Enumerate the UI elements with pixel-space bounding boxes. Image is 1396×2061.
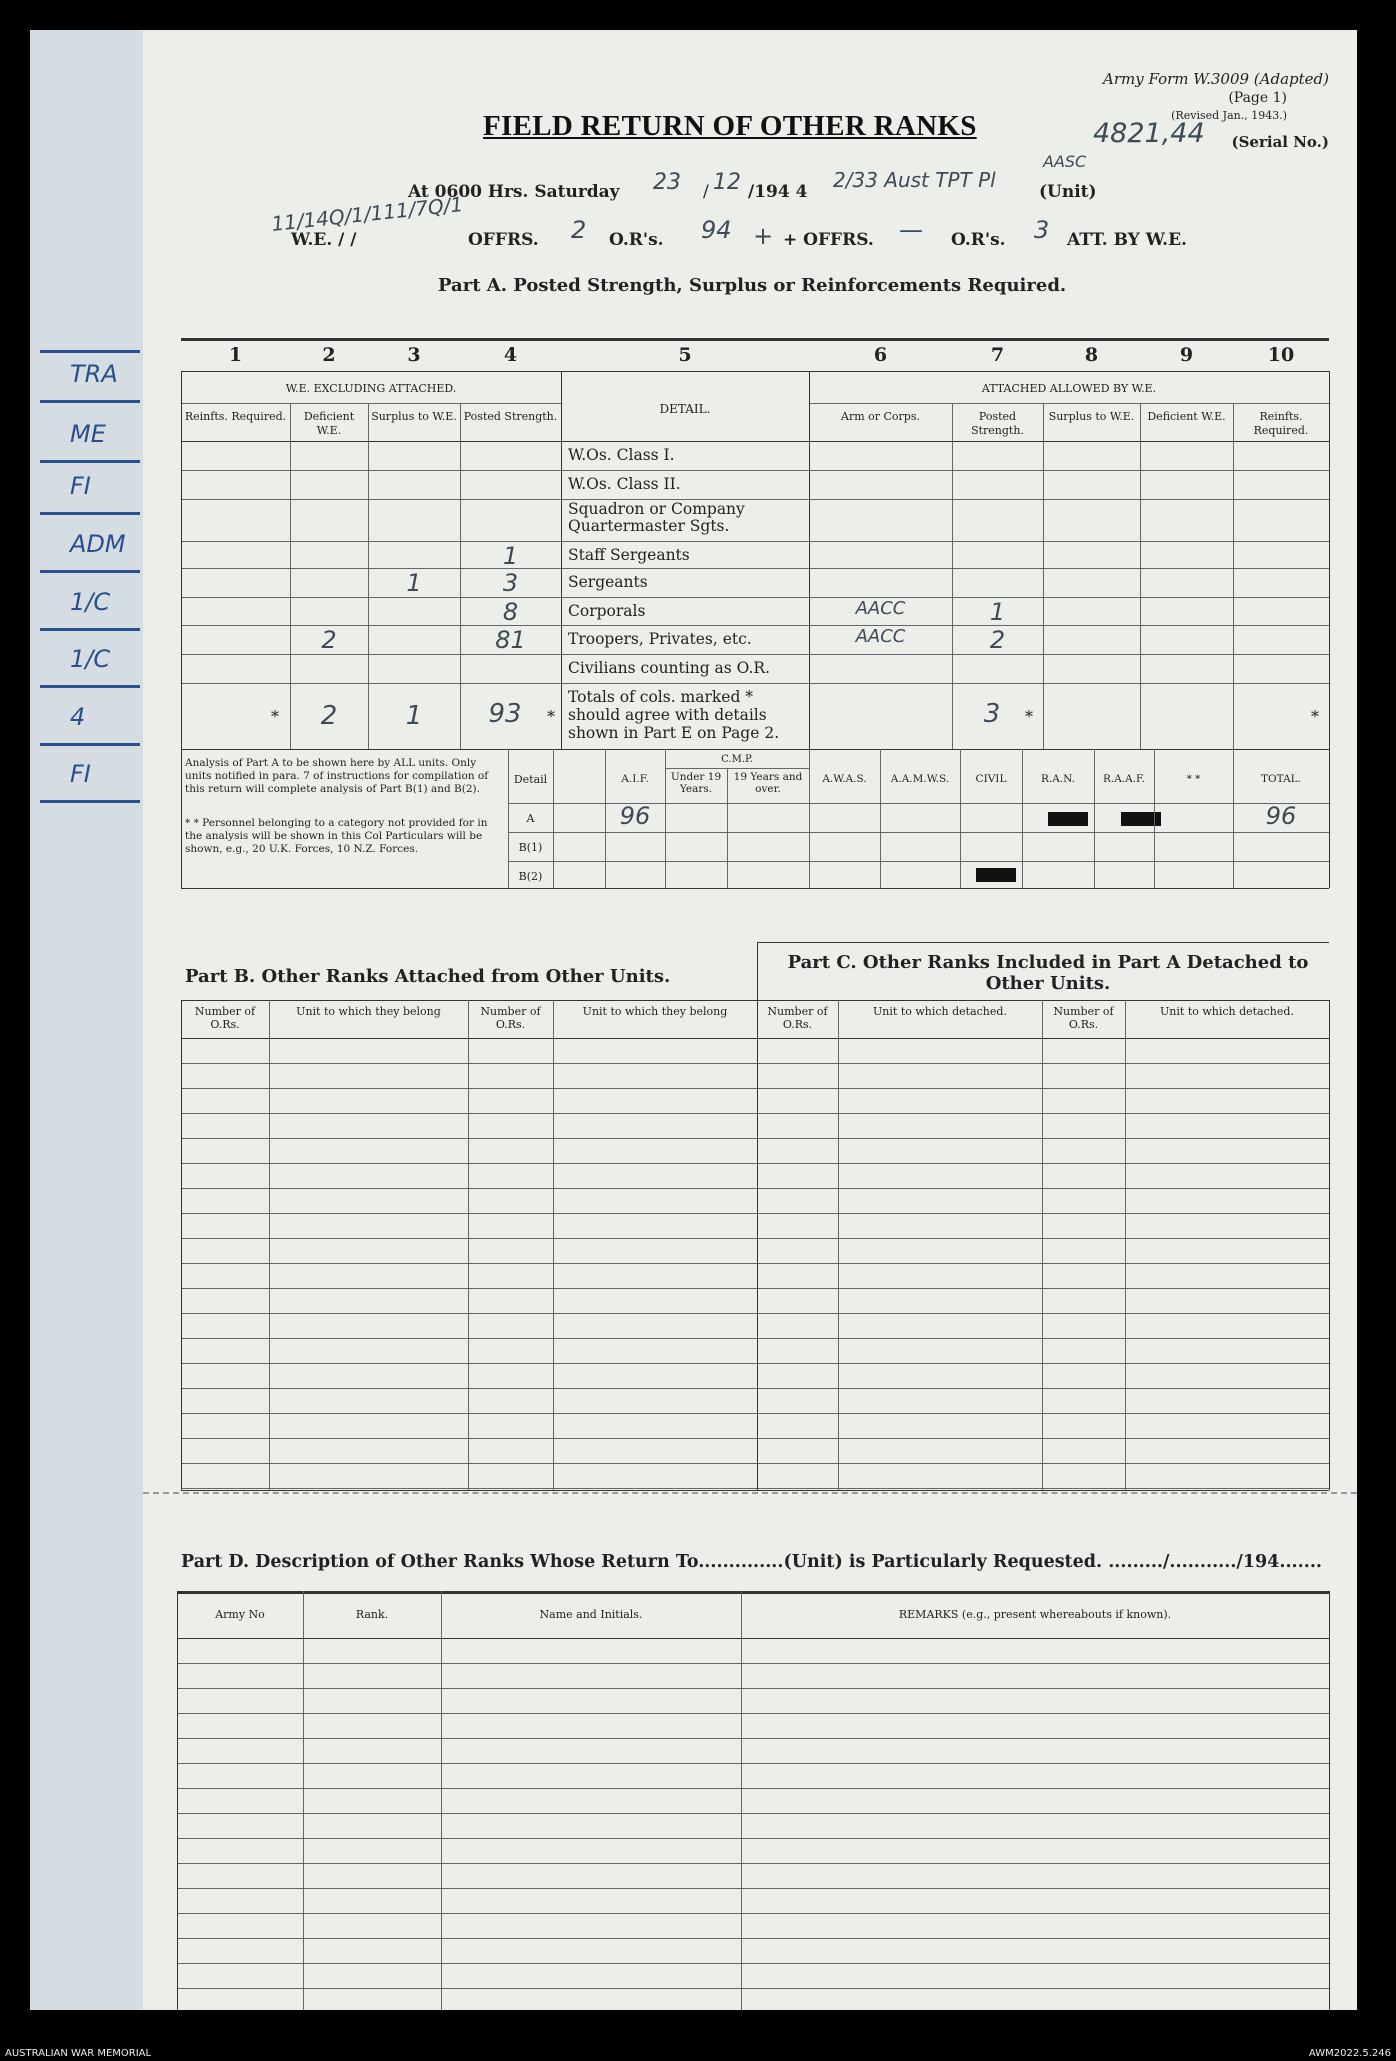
analysis-header: A.W.A.S.: [822, 773, 867, 785]
rule: [181, 1338, 1329, 1339]
table-header: Number of O.Rs.: [1053, 1005, 1114, 1031]
date-year: /194 4: [748, 182, 808, 202]
rule: [1233, 403, 1234, 749]
time-label: At 0600 Hrs. Saturday: [408, 182, 620, 202]
rule: [809, 403, 1329, 404]
rule: [809, 371, 810, 749]
column-subheader: Posted Strength.: [463, 410, 558, 423]
analysis-header: R.A.N.: [1040, 773, 1076, 785]
back-note-rule: [40, 570, 140, 573]
back-note-rule: [40, 400, 140, 403]
analysis-header: TOTAL.: [1261, 773, 1301, 785]
total-mark: *: [271, 707, 279, 726]
rule: [460, 403, 461, 749]
rule: [1329, 1591, 1330, 2010]
we-value: 11/14Q/1/111/7Q/1: [270, 192, 465, 236]
rule: [177, 1838, 1329, 1839]
rule: [181, 683, 1329, 684]
analysis-header: 19 Years and over.: [733, 771, 803, 795]
back-note: TRA: [70, 360, 118, 388]
row-detail: Troopers, Privates, etc.: [568, 630, 752, 648]
form-id: [1103, 70, 1329, 88]
rule: [181, 1113, 1329, 1114]
ors-value: 94: [701, 216, 732, 244]
unit-annotation: AASC: [1043, 152, 1087, 171]
rule: [741, 1591, 742, 2010]
col-number: 8: [1084, 344, 1099, 366]
rule: [181, 1213, 1329, 1214]
group-left-label: W.E. EXCLUDING ATTACHED.: [285, 382, 457, 395]
column-subheader: Reinfts. Required.: [1253, 410, 1309, 437]
rule: [1329, 371, 1330, 749]
rule: [665, 749, 666, 888]
rule: [809, 749, 810, 888]
rule: [181, 1000, 1329, 1001]
rule: [1043, 403, 1044, 749]
rule: [181, 654, 1329, 655]
cell-value: 1: [989, 598, 1006, 626]
analysis-header: A.A.M.W.S.: [890, 773, 950, 785]
rule: [177, 1688, 1329, 1689]
serial-number-label: (Serial No.): [1231, 133, 1329, 151]
rule: [177, 1813, 1329, 1814]
rule: [368, 403, 369, 749]
table-header: Number of O.Rs.: [480, 1005, 541, 1031]
back-sheet: [30, 30, 150, 2010]
rule: [181, 1000, 182, 1490]
back-note: ADM: [70, 530, 126, 558]
analysis-header: R.A.A.F.: [1102, 773, 1146, 785]
rule: [181, 1138, 1329, 1139]
cell-value: 3: [502, 569, 519, 597]
rule: [508, 832, 1329, 833]
rule: [177, 1738, 1329, 1739]
cell-value: AACC: [855, 626, 906, 647]
rule: [605, 749, 606, 888]
rule: [181, 749, 182, 888]
column-subheader: Posted Strength.: [971, 410, 1024, 437]
column-subheader: Arm or Corps.: [841, 410, 920, 423]
rule: [177, 1591, 1329, 1594]
back-note-rule: [40, 628, 140, 631]
offrs-label: OFFRS.: [468, 230, 539, 250]
column-subheader: Surplus to W.E.: [371, 410, 457, 423]
rule: [181, 597, 1329, 598]
rule: [181, 1363, 1329, 1364]
revision: (Revised Jan., 1943.): [1171, 109, 1287, 122]
cell-value: 1: [502, 542, 519, 570]
att-offrs-label: + OFFRS.: [783, 230, 874, 250]
back-note: 1/C: [70, 588, 111, 616]
row-detail: W.Os. Class I.: [568, 446, 675, 464]
total-deficient: 2: [320, 701, 338, 731]
offrs-value: 2: [571, 216, 587, 244]
cmp-label: C.M.P.: [721, 754, 753, 765]
rule: [181, 338, 1329, 341]
rule: [508, 749, 509, 888]
total-surplus: 1: [405, 701, 423, 731]
redaction: [1121, 812, 1161, 826]
unit-label: (Unit): [1039, 182, 1097, 202]
rule: [960, 749, 961, 888]
column-subheader: Deficient W.E.: [303, 410, 355, 437]
table-header: Unit to which they belong: [296, 1005, 441, 1018]
aif-a-value: 96: [619, 802, 651, 830]
table-header: Unit to which detached.: [1160, 1005, 1294, 1018]
rule: [269, 1000, 270, 1490]
rule: [177, 1938, 1329, 1939]
rule: [181, 470, 1329, 471]
cell-value: 1: [406, 569, 422, 597]
column-subheader: Surplus to W.E.: [1048, 410, 1135, 423]
analysis-header: Under 19 Years.: [670, 771, 722, 795]
rule: [181, 403, 561, 404]
rule: [177, 1788, 1329, 1789]
analysis-detail-label: Detail: [513, 773, 548, 786]
serial-number-value: 4821,44: [1093, 118, 1205, 149]
rule: [553, 1000, 554, 1490]
rule: [177, 1663, 1329, 1664]
row-detail: W.Os. Class II.: [568, 475, 681, 493]
rule: [181, 1313, 1329, 1314]
rule: [952, 403, 953, 749]
detail-header: DETAIL.: [659, 402, 711, 416]
part-a-title: Part A. Posted Strength, Surplus or Reinforcements Required.: [438, 275, 1067, 296]
rule: [177, 1988, 1329, 1989]
rule: [1329, 749, 1330, 888]
col-number: 1: [228, 344, 243, 366]
rule: [1094, 749, 1095, 888]
rule: [1233, 749, 1234, 888]
rule: [880, 749, 881, 888]
rule: [553, 749, 554, 888]
cell-value: 8: [502, 598, 519, 626]
rule: [177, 1638, 1329, 1639]
rule: [177, 1888, 1329, 1889]
unit-value: 2/33 Aust TPT Pl: [833, 168, 996, 192]
rule: [177, 1591, 178, 2010]
rule: [181, 1163, 1329, 1164]
rule: [181, 371, 1329, 372]
cell-value: 2: [321, 626, 337, 654]
att-ors-label: O.R's.: [951, 230, 1006, 250]
col-number: 3: [407, 344, 421, 366]
rule: [1154, 749, 1155, 888]
rule: [181, 749, 1329, 750]
back-note-rule: [40, 512, 140, 515]
rule: [303, 1591, 304, 2010]
analysis-row-label: B(1): [518, 841, 543, 854]
total-a-value: 96: [1265, 802, 1297, 830]
rule: [181, 1288, 1329, 1289]
analysis-header: A.I.F.: [621, 773, 649, 785]
rule: [177, 1963, 1329, 1964]
rule: [727, 768, 728, 888]
footer-right: AWM2022.5.246: [1308, 2048, 1391, 2059]
rule: [181, 568, 1329, 569]
back-note: 1/C: [70, 645, 111, 673]
total-mark: *: [547, 707, 555, 726]
rule: [181, 441, 1329, 442]
total-mark: *: [1025, 707, 1033, 726]
part-b-title: Part B. Other Ranks Attached from Other Units.: [185, 966, 671, 987]
back-note-rule: [40, 743, 140, 746]
rule: [468, 1000, 469, 1490]
back-note: FI: [70, 760, 91, 788]
column-subheader: Deficient W.E.: [1147, 410, 1226, 423]
rule: [1042, 1000, 1043, 1490]
back-note: ME: [70, 420, 106, 448]
rule: [181, 1463, 1329, 1464]
table-header: Unit to which detached.: [873, 1005, 1007, 1018]
redaction: [1048, 812, 1088, 826]
table-header: REMARKS (e.g., present whereabouts if known).: [898, 1608, 1172, 1621]
col-number: 6: [873, 344, 888, 366]
date-day: 23: [653, 170, 681, 195]
back-note-rule: [40, 800, 140, 803]
rule: [838, 1000, 839, 1490]
form-sheet: Army Form W.3009 (Adapted) (Page 1) (Revised Jan., 1943.) 4821,44 (Serial No.) FIELD RETURN OF OTHER RANKS At 0600 Hrs. Saturday 23 / 12 /194 4 2/33 Aust TPT Pl AASC (Unit) 11/14Q/1/111/7Q/1 W.E. / / OFFRS. 2 O.R's. 94 + + OFFRS. — O.R's. 3 ATT. BY W.E. Part A. Posted Strength, Surplus or Reinforcements Required. 1 2 3 4 5 6 7 8 9 10 W.E. EXCLUDING ATTACHED. ATTACHED ALLOWED BY W.E. DETAIL. Reinfts. Required. Deficient W.E. Surplus to W.E. Posted Strength. Arm or Corps. Posted Strength. Surplus to W.E. Deficient W.E. Reinfts. Required. W.Os. Class I. W.Os. Class II. Squadron or Company Quartermaster Sgts. Staff Sergeants 1 Sergeants 1 3 Corporals 8 AACC 1 Troopers, Privates, etc. 2 81 AACC 2 Civilians counting as O.R. Totals of cols. marked * should agree with details shown in Part E on Page 2. * 2 1 93 * 3 * * Analysis of Part A to be shown here by ALL units. Only units notified in para. 7 of instructions for compilation of this return will complete analysis of Part B(1) and B(2). * * Personnel belonging to a category not provided for in the analysis will be shown in this Col Particulars will be shown, e.g., 20 U.K. Forces, 10 N.Z. Forces. Detail C.M.P. A.I.F. Under 19 Years. 19 Years and over. A.W.A.S. A.A.M.W.S. CIVIL R.A.N. R.A.A.F. * * TOTAL. A B(1) B(2) 96 96 Part B. Other Ranks Attached from Other Units. Part C. Other Ranks Included in Part A Detached to Other Units. Number of O.Rs. Unit to which they belong Number of O.Rs. Unit to which they belong Number of O.Rs. Unit to which detached. Number of O.Rs. Unit to which detached. Part D. Description of Other Ranks Whose Return To..............(Unit) is Particularly Requested. ........./.........../194....... Army No Rank. Name and Initials. REMARKS (e.g., present whereabouts if known).: [143, 30, 1357, 2010]
part-c-title: Part C. Other Ranks Included in Part A Detached to Other Units.: [787, 952, 1309, 994]
row-detail: Squadron or Company Quartermaster Sgts.: [568, 500, 745, 535]
table-header: Rank.: [355, 1608, 389, 1621]
col-number: 4: [503, 344, 518, 366]
part-d-title: Part D. Description of Other Ranks Whose Return To..............(Unit) is Particularly Requested. ........./.........../194.......: [181, 1552, 1323, 1572]
back-note: 4: [70, 703, 86, 731]
rule: [181, 1263, 1329, 1264]
rule: [1140, 403, 1141, 749]
att-offrs-value: —: [899, 216, 923, 244]
column-subheader: Reinfts. Required.: [184, 410, 287, 423]
total-attached-posted: 3: [983, 699, 1001, 729]
rule: [181, 1188, 1329, 1189]
table-header: Army No: [215, 1608, 265, 1621]
back-note: FI: [70, 472, 91, 500]
rule: [181, 1063, 1329, 1064]
rule: [290, 403, 291, 749]
analysis-header: CIVIL: [975, 773, 1007, 785]
col-number: 5: [678, 344, 692, 366]
table-header: Number of O.Rs.: [767, 1005, 828, 1031]
analysis-header: * *: [1186, 773, 1201, 785]
rule: [508, 861, 1329, 862]
form-number: Army Form W.3009 (Adapted): [1103, 70, 1329, 88]
rule: [181, 1238, 1329, 1239]
rule: [181, 541, 1329, 542]
analysis-note: Analysis of Part A to be shown here by ALL units. Only units notified in para. 7 of instructions for compilation of this return will complete analysis of Part B(1) and B(2).: [185, 757, 489, 795]
we-label: W.E. / /: [291, 230, 357, 250]
col-number: 9: [1179, 344, 1194, 366]
rule: [177, 1763, 1329, 1764]
group-right-label: ATTACHED ALLOWED BY W.E.: [981, 382, 1157, 395]
analysis-row-label: B(2): [518, 870, 543, 883]
row-detail: Civilians counting as O.R.: [568, 659, 770, 677]
rule: [177, 1863, 1329, 1864]
rule: [441, 1591, 442, 2010]
rule: [1022, 749, 1023, 888]
back-note-rule: [40, 460, 140, 463]
rule: [181, 1388, 1329, 1389]
ors-label: O.R's.: [609, 230, 664, 250]
table-header: Name and Initials.: [539, 1608, 643, 1621]
rule: [181, 1490, 1329, 1491]
totals-detail: Totals of cols. marked * should agree with details shown in Part E on Page 2.: [568, 688, 780, 742]
rule: [757, 942, 758, 1490]
att-by-we-label: ATT. BY W.E.: [1067, 230, 1187, 250]
rule: [665, 768, 809, 769]
analysis-row-label: A: [526, 812, 535, 825]
att-ors-value: 3: [1034, 216, 1050, 244]
rule: [1125, 1000, 1126, 1490]
rule: [181, 1413, 1329, 1414]
table-header: Number of O.Rs.: [194, 1005, 256, 1031]
row-detail: Sergeants: [568, 573, 648, 591]
rule: [181, 1088, 1329, 1089]
page-title: FIELD RETURN OF OTHER RANKS: [483, 110, 977, 142]
total-mark: *: [1311, 707, 1319, 726]
cell-value: AACC: [855, 598, 906, 619]
col-number: 2: [322, 344, 336, 366]
rule: [177, 1713, 1329, 1714]
col-number: 10: [1267, 344, 1295, 366]
rule: [177, 1913, 1329, 1914]
back-note-rule: [40, 685, 140, 688]
rule: [181, 1488, 1329, 1489]
row-detail: Staff Sergeants: [568, 546, 690, 564]
table-header: Unit to which they belong: [582, 1005, 728, 1018]
rule: [757, 942, 1329, 943]
analysis-note-2: * * Personnel belonging to a category not provided for in the analysis will be shown in this Col Particulars will be shown, e.g., 20 U.K. Forces, 10 N.Z. Forces.: [185, 817, 488, 855]
row-detail: Corporals: [568, 602, 646, 620]
rule: [1329, 1000, 1330, 1490]
total-posted: 93: [488, 699, 522, 729]
rule: [181, 499, 1329, 500]
rule: [181, 1438, 1329, 1439]
rule: [181, 1038, 1329, 1039]
col-number: 7: [990, 344, 1005, 366]
cell-value: 2: [989, 626, 1006, 654]
cell-value: 81: [495, 626, 526, 654]
back-note-rule: [40, 350, 140, 353]
date-month: 12: [713, 170, 741, 195]
footer-left: AUSTRALIAN WAR MEMORIAL: [5, 2048, 152, 2059]
page-number: (Page 1): [1228, 90, 1287, 106]
redaction: [976, 868, 1016, 882]
rule: [181, 371, 182, 749]
rule: [561, 371, 562, 749]
rule: [181, 888, 1329, 889]
perforation: [143, 1492, 1357, 1494]
